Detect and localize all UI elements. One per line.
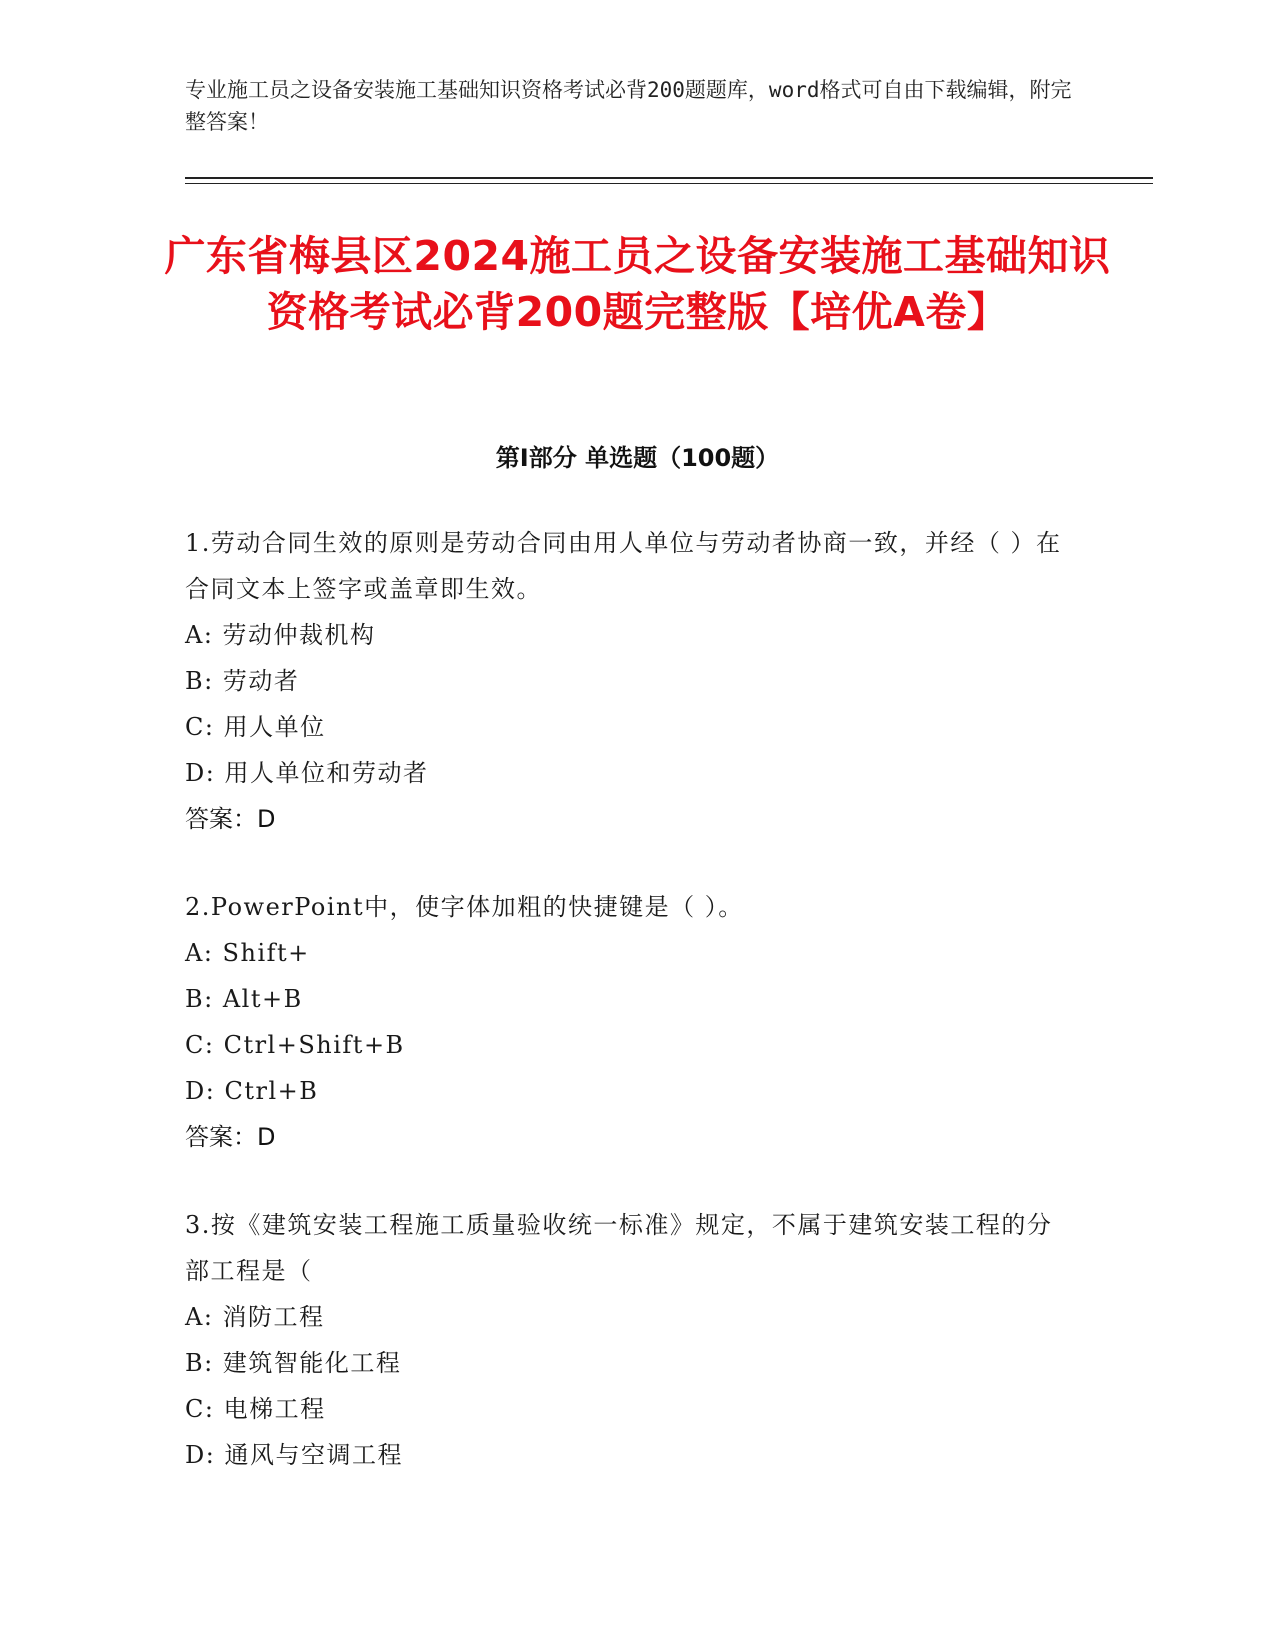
option-a: A: 消防工程 [185,1303,325,1331]
question-1 [185,520,1065,842]
question-stem: 1.劳动合同生效的原则是劳动合同由用人单位与劳动者协商一致，并经（ ）在合同文本上签字或盖章即生效。 [185,529,1062,603]
header-divider-thick [185,177,1153,179]
option-c: C: 电梯工程 [185,1395,326,1423]
question-list [185,520,1065,1520]
option-b: B: 建筑智能化工程 [185,1349,402,1377]
answer-label: 答案：D [185,1123,276,1151]
header-note: 专业施工员之设备安装施工基础知识资格考试必背200题题库，word格式可自由下载编辑，附完整答案！ [185,78,1072,134]
option-b: B: Alt+B [185,985,303,1013]
option-c: C: Ctrl+Shift+B [185,1031,405,1059]
header-divider-thin [185,183,1153,184]
question-stem: 2.PowerPoint中，使字体加粗的快捷键是（ ）。 [185,893,744,921]
section-heading: 第I部分 单选题（100题） [495,444,780,472]
option-d: D: 用人单位和劳动者 [185,759,429,787]
option-a: A: 劳动仲裁机构 [185,621,376,649]
option-a: A: Shift+ [185,939,310,967]
document-title: 广东省梅县区2024施工员之设备安装施工基础知识资格考试必背200题完整版【培优A卷】 [164,232,1111,336]
question-2 [185,884,1065,1160]
option-b: B: 劳动者 [185,667,300,695]
question-3 [185,1202,1065,1478]
option-c: C: 用人单位 [185,713,326,741]
option-d: D: Ctrl+B [185,1077,319,1105]
option-d: D: 通风与空调工程 [185,1441,403,1469]
answer-label: 答案：D [185,805,276,833]
question-stem: 3.按《建筑安装工程施工质量验收统一标准》规定，不属于建筑安装工程的分部工程是（ [185,1211,1053,1285]
